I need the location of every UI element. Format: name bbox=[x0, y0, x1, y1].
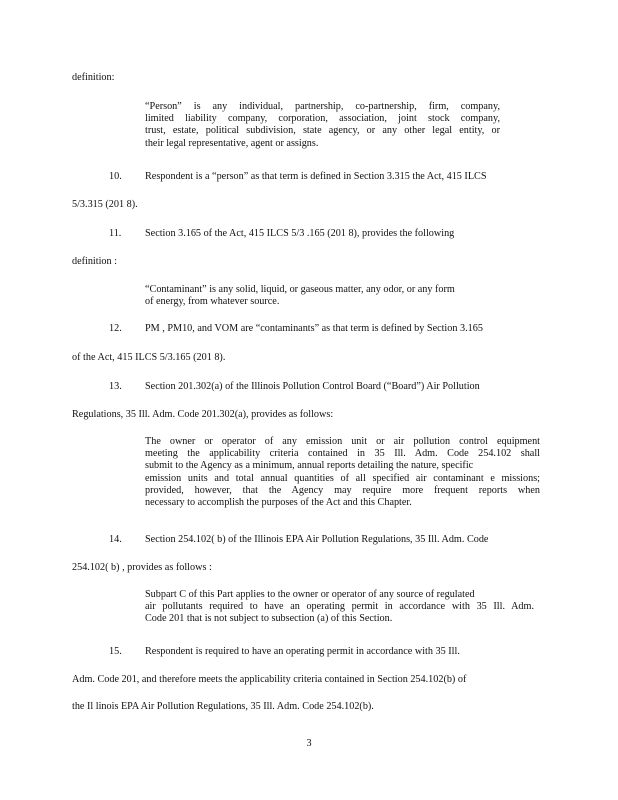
paragraph-10-line-2: 5/3.315 (201 8). bbox=[72, 199, 138, 210]
quote-line: Subpart C of this Part applies to the owner or operator of any source of regulated bbox=[145, 589, 475, 600]
quote-line: “Person” is any individual, partnership, co-partnership, firm, company, bbox=[145, 101, 500, 112]
paragraph-11-line-2: definition : bbox=[72, 256, 117, 267]
paragraph-12-line-2: of the Act, 415 ILCS 5/3.165 (201 8). bbox=[72, 352, 226, 363]
quote-line: limited liability company, corporation, association, joint stock company, bbox=[145, 113, 500, 125]
quote-line: their legal representative, agent or assigns. bbox=[145, 137, 319, 149]
paragraph-number-15: 15. bbox=[109, 646, 122, 657]
paragraph-number-12: 12. bbox=[109, 323, 122, 334]
paragraph-15-line-3: the Il linois EPA Air Pollution Regulations, 35 Ill. Adm. Code 254.102(b). bbox=[72, 701, 374, 712]
paragraph-13-line-2: Regulations, 35 Ill. Adm. Code 201.302(a), provides as follows: bbox=[72, 409, 334, 420]
quote-line: necessary to accomplish the purposes of the Act and this Chapter. bbox=[145, 497, 412, 509]
paragraph-15-line-1: Respondent is required to have an operating permit in accordance with 35 Ill. bbox=[145, 646, 460, 657]
quote-line: submit to the Agency as a minimum, annual reports detailing the nature, specific bbox=[145, 460, 474, 472]
paragraph-14-line-2: 254.102( b) , provides as follows : bbox=[72, 562, 212, 573]
paragraph-number-14: 14. bbox=[109, 534, 122, 545]
paragraph-number-13: 13. bbox=[109, 381, 122, 392]
contaminant-definition-quote bbox=[145, 284, 455, 308]
quote-line: meeting the applicability criteria contained in 35 Ill. Adm. Code 254.102 shall bbox=[145, 448, 540, 460]
quote-line: emission units and total annual quantities of all specified air contaminant e missions; bbox=[145, 472, 540, 484]
quote-line: The owner or operator of any emission unit or air pollution control equipment bbox=[145, 436, 540, 447]
page-number: 3 bbox=[306, 738, 312, 749]
paragraph-15-line-2: Adm. Code 201, and therefore meets the applicability criteria contained in Section 254.102(b) of bbox=[72, 674, 467, 685]
paragraph-11-line-1: Section 3.165 of the Act, 415 ILCS 5/3 .165 (201 8), provides the following bbox=[145, 228, 455, 239]
subpart-c-quote bbox=[145, 589, 534, 626]
person-definition-quote bbox=[145, 101, 500, 150]
paragraph-13-line-1: Section 201.302(a) of the Illinois Pollution Control Board (“Board”) Air Pollution bbox=[145, 381, 480, 392]
quote-line: trust, estate, political subdivision, state agency, or any other legal entity, or bbox=[145, 125, 500, 137]
board-regulation-quote bbox=[145, 436, 540, 509]
paragraph-number-11: 11. bbox=[109, 228, 122, 239]
quote-line: Code 201 that is not subject to subsection (a) of this Section. bbox=[145, 613, 393, 625]
quote-line: of energy, from whatever source. bbox=[145, 296, 280, 308]
paragraph-12-line-1: PM , PM10, and VOM are “contaminants” as that term is defined by Section 3.165 bbox=[145, 323, 483, 334]
paragraph-number-10: 10. bbox=[109, 171, 122, 182]
quote-line: provided, however, that the Agency may require more frequent reports when bbox=[145, 484, 540, 496]
paragraph-10-line-1: Respondent is a “person” as that term is defined in Section 3.315 the Act, 415 ILCS bbox=[145, 171, 487, 182]
paragraph-14-line-1: Section 254.102( b) of the Illinois EPA Air Pollution Regulations, 35 Ill. Adm. Code bbox=[145, 534, 489, 545]
definition-label: definition: bbox=[72, 72, 115, 83]
quote-line: “Contaminant” is any solid, liquid, or gaseous matter, any odor, or any form bbox=[145, 284, 455, 295]
quote-line: air pollutants required to have an operating permit in accordance with 35 Ill. Adm. bbox=[145, 601, 534, 613]
